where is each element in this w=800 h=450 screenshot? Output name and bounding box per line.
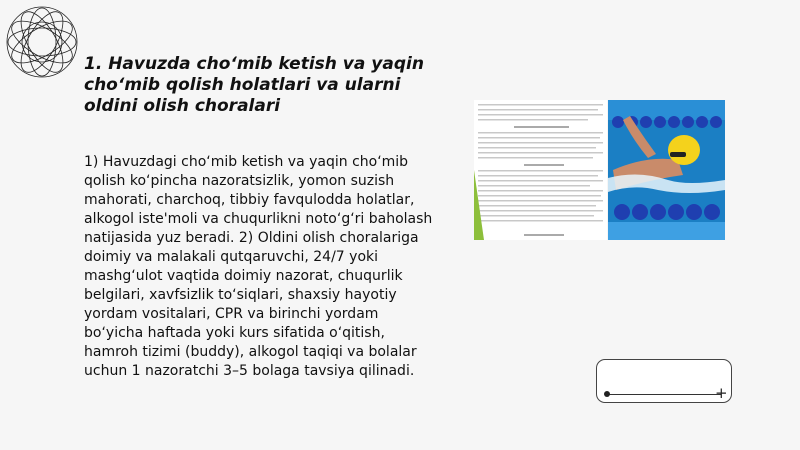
spirograph-logo-icon bbox=[4, 4, 80, 80]
swimmer-illustration bbox=[608, 100, 725, 240]
slider-handle[interactable] bbox=[604, 391, 610, 397]
slide-body-text: 1) Havuzdagi cho‘mib ketish va yaqin cho‘mib qolish ko‘pincha nazoratsizlik, yomon suzish mahorati, charchoq, tibbiy favqulodda holatlar, alkogol iste'moli va chuqurlikni noto‘g‘ri baholash natijasida yuz beradi. 2) Oldini olish choralariga doimiy va malakali qutqaruvchi, 24/7 yoki mashg‘ulot vaqtida doimiy nazorat, chuqurlik belgilari, xavfsizlik to‘siqlari, shaxsiy hayotiy yordam vositalari, CPR va birinchi yordam bo‘yicha haftada yoki kurs sifatida o‘qitish, hamroh tizimi (buddy), alkogol taqiqi va bolalar uchun 1 nazoratchi 3–5 bolaga tavsiya qilinadi. bbox=[84, 154, 433, 379]
slider-widget[interactable] bbox=[596, 359, 732, 403]
slide-title: 1. Havuzda cho‘mib ketish va yaqin cho‘mib qolish holatlari va ularni oldini olish choralari bbox=[84, 54, 424, 116]
document-page-thumbnail bbox=[474, 100, 607, 240]
document-lines-graphic bbox=[474, 100, 607, 240]
swimmer-photo bbox=[608, 100, 725, 240]
slider-track[interactable] bbox=[607, 394, 721, 395]
plus-icon[interactable]: + bbox=[715, 384, 728, 402]
